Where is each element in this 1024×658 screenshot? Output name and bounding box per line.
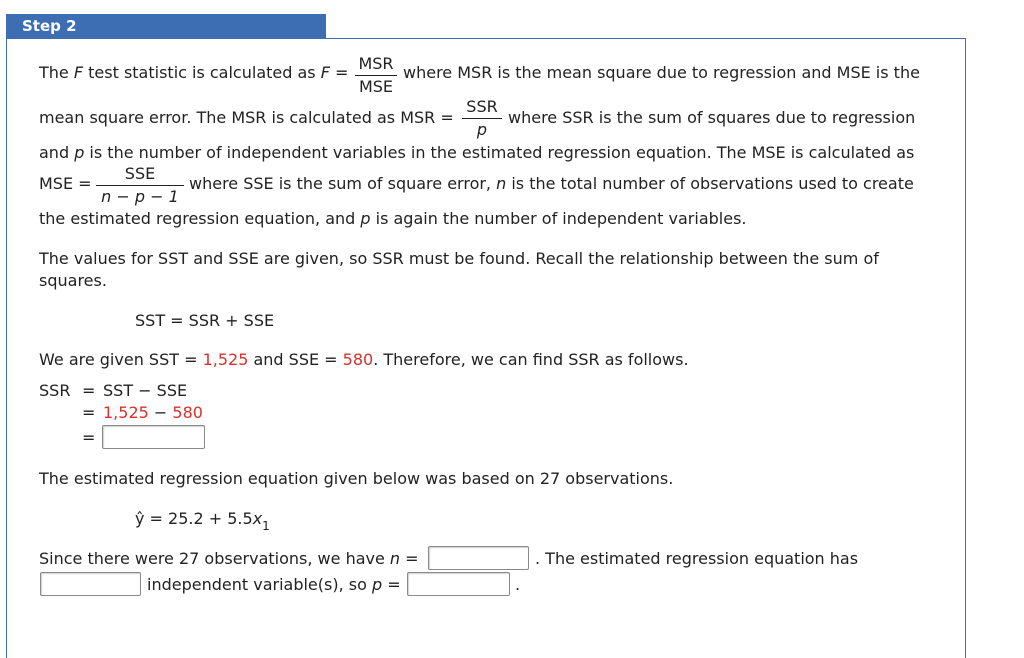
calc-row2-eq: = [82, 403, 96, 422]
y-hat: ŷ [135, 509, 145, 528]
independent-vars-answer-input[interactable] [40, 572, 141, 596]
fraction-denominator: n − p − 1 [101, 187, 179, 206]
para1-line1-cont: where MSR is the mean square due to regression and MSE is the [403, 63, 920, 82]
var-f: F [73, 63, 84, 82]
calc-row1-eq: = [82, 381, 96, 400]
fraction-numerator: MSR [358, 54, 394, 73]
calc-row1-lhs: SSR [39, 381, 71, 400]
fraction-numerator: SSR [466, 97, 498, 116]
fraction-msr-mse [355, 55, 397, 96]
minus-sign: − [148, 403, 173, 422]
text: is again the number of independent variables. [370, 209, 747, 228]
para1-line3 [39, 143, 914, 163]
sse-value: 580 [172, 403, 203, 422]
para1-line2: mean square error. The MSR is calculated as MSR = [39, 108, 454, 127]
text: where SSE is the sum of square error, [189, 174, 497, 193]
text: We are given SST = [39, 350, 203, 369]
var-n: n [389, 549, 401, 568]
text: = [400, 549, 419, 568]
text: the estimated regression equation, and [39, 209, 361, 228]
var-p: p [74, 143, 85, 162]
n-answer-input[interactable] [428, 546, 529, 570]
text: = 25.2 + 5.5 [144, 509, 253, 528]
para1-line4-cont [189, 174, 914, 194]
calc-row1-rhs: SST − SSE [103, 381, 188, 400]
text: is the number of independent variables in the estimated regression equation. The MSE is calculated as [84, 143, 915, 162]
sst-value: 1,525 [202, 350, 249, 369]
fraction-denominator: p [476, 120, 488, 139]
fraction-numerator: SSE [124, 164, 156, 183]
text: Since there were 27 observations, we have [39, 549, 390, 568]
para2-line2: squares. [39, 271, 107, 290]
text: and [39, 143, 75, 162]
given-values-line [39, 350, 689, 370]
step-header: Step 2 [6, 14, 326, 39]
fraction-sse-n-p-1 [96, 165, 184, 206]
para1-line2-cont: where SSR is the sum of squares due to regression [508, 108, 916, 127]
ssr-answer-input[interactable] [102, 425, 205, 449]
period: . [515, 575, 521, 594]
text: is the total number of observations used to create [506, 174, 914, 193]
var-p: p [371, 575, 383, 594]
para1-line1 [39, 63, 348, 83]
var-f: F [320, 63, 330, 82]
sst-value: 1,525 [103, 403, 149, 422]
para4-line1 [39, 549, 419, 569]
sse-value: 580 [342, 350, 374, 369]
text: = [382, 575, 401, 594]
text: = [329, 63, 349, 82]
var-p: p [360, 209, 371, 228]
fraction-denominator: MSE [358, 77, 394, 96]
para2-line1: The values for SST and SSE are given, so SSR must be found. Recall the relationship between the sum of [39, 249, 879, 268]
regression-equation [135, 509, 270, 536]
var-x: x [252, 509, 263, 528]
para3: The estimated regression equation given below was based on 27 observations. [39, 469, 674, 488]
calc-row3-eq: = [82, 428, 96, 447]
para4-line2 [147, 575, 401, 595]
var-n: n [496, 174, 507, 193]
subscript: 1 [262, 519, 270, 533]
text: and SSE = [248, 350, 343, 369]
calc-row2-rhs [103, 403, 203, 423]
text: The [39, 63, 74, 82]
text: test statistic is calculated as [83, 63, 321, 82]
para4-line1-cont: . The estimated regression equation has [535, 549, 859, 568]
text: independent variable(s), so [147, 575, 372, 594]
text: . Therefore, we can find SSR as follows. [373, 350, 689, 369]
para1-line4: MSE = [39, 174, 92, 193]
p-answer-input[interactable] [407, 572, 510, 596]
sum-of-squares-relation: SST = SSR + SSE [135, 311, 275, 330]
fraction-ssr-p [462, 98, 502, 139]
para1-line5 [39, 209, 747, 229]
